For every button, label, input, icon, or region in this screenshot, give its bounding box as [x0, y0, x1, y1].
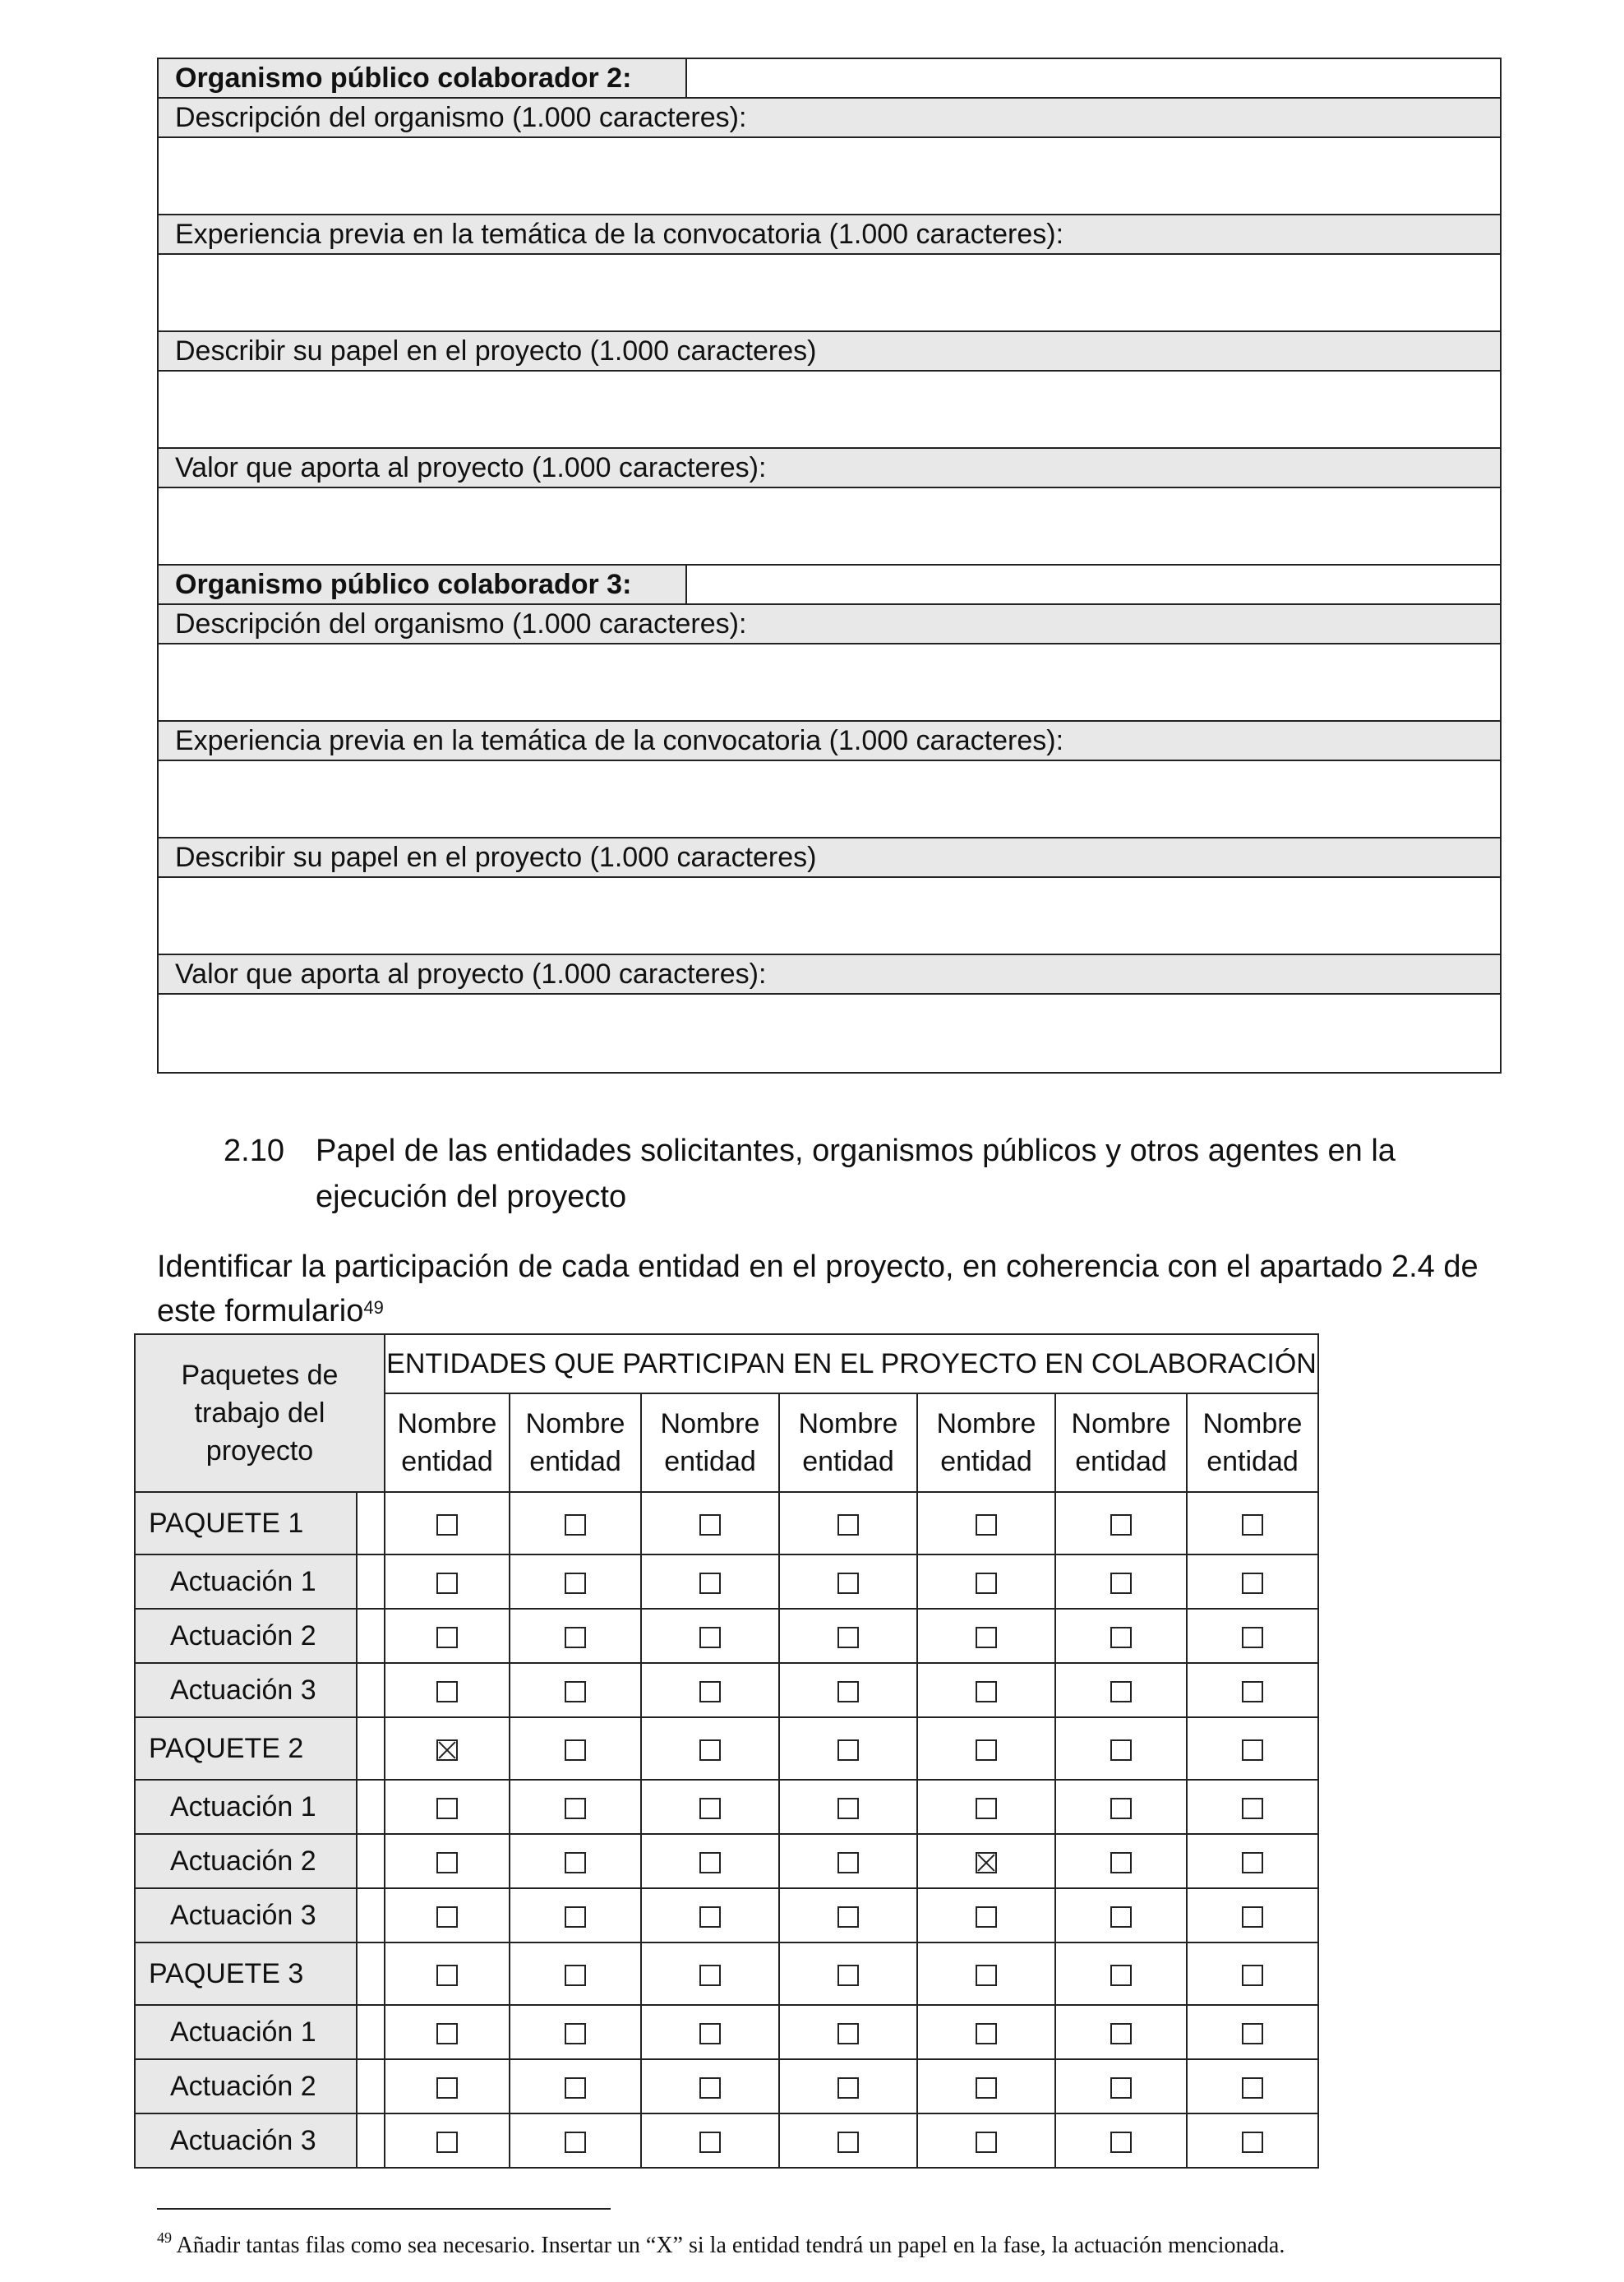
participation-cell [1055, 1492, 1187, 1554]
row-spacer-cell [357, 2059, 385, 2113]
entity-name-header [385, 1393, 510, 1492]
participation-table [134, 1333, 1319, 2169]
row-spacer-cell [357, 1888, 385, 1942]
action-label: Actuación 1 [135, 1554, 357, 1609]
participation-cell [1187, 1834, 1318, 1888]
checkbox[interactable] [837, 2023, 859, 2044]
organism-title-row [159, 59, 1500, 99]
checked-checkbox[interactable] [976, 1852, 997, 1873]
entity-name-line: Nombre [397, 1408, 497, 1439]
checkbox[interactable] [436, 1514, 458, 1536]
action-label: Actuación 3 [135, 1888, 357, 1942]
checkbox[interactable] [436, 1627, 458, 1648]
participation-cell [385, 2113, 510, 2168]
footnote-text: Añadir tantas filas como sea necesario. Insertar un “X” si la entidad tendrá un papel en la fase, la actuación mencionada. [176, 2233, 1285, 2258]
work-packages-header-line: proyecto [205, 1435, 314, 1467]
row-spacer-cell [357, 1609, 385, 1663]
participation-cell [779, 1780, 917, 1834]
participation-cell [385, 1663, 510, 1717]
participation-cell [641, 2005, 779, 2059]
participation-cell [779, 2059, 917, 2113]
text-field[interactable] [159, 488, 1500, 566]
checkbox[interactable] [436, 2023, 458, 2044]
checkbox[interactable] [565, 1681, 586, 1702]
participation-cell [779, 1942, 917, 2005]
participation-cell [1055, 2059, 1187, 2113]
participation-cell [1055, 1554, 1187, 1609]
participation-cell [510, 2059, 641, 2113]
checkbox[interactable] [565, 1798, 586, 1819]
participation-cell [641, 2059, 779, 2113]
text-field[interactable] [159, 995, 1500, 1072]
participation-cell [779, 1609, 917, 1663]
checkbox[interactable] [699, 2077, 721, 2099]
checkbox[interactable] [976, 1965, 997, 1986]
field-label: Valor que aporta al proyecto (1.000 caracteres): [159, 955, 1500, 995]
checkbox[interactable] [837, 1965, 859, 1986]
participation-cell [917, 1888, 1055, 1942]
row-spacer-cell [357, 1554, 385, 1609]
action-row [135, 2059, 1318, 2113]
participation-cell [917, 1717, 1055, 1780]
action-row [135, 1554, 1318, 1609]
checkbox[interactable] [976, 1627, 997, 1648]
action-row [135, 1663, 1318, 1717]
participation-cell [1055, 1717, 1187, 1780]
participation-cell [1187, 1780, 1318, 1834]
participation-cell [510, 1942, 641, 2005]
checkbox[interactable] [699, 1965, 721, 1986]
entity-name-line: Nombre [798, 1408, 898, 1439]
checkbox[interactable] [436, 1681, 458, 1702]
action-row [135, 1888, 1318, 1942]
checkbox[interactable] [976, 2132, 997, 2153]
checkbox[interactable] [976, 1739, 997, 1761]
participation-cell [917, 1609, 1055, 1663]
participation-cell [641, 1780, 779, 1834]
entities-header: ENTIDADES QUE PARTICIPAN EN EL PROYECTO EN COLABORACIÓN [385, 1334, 1318, 1393]
checkbox[interactable] [699, 1514, 721, 1536]
action-label: Actuación 1 [135, 2005, 357, 2059]
row-spacer-cell [357, 2005, 385, 2059]
participation-cell [510, 1888, 641, 1942]
participation-cell [641, 1942, 779, 2005]
checkbox[interactable] [436, 1852, 458, 1873]
checkbox[interactable] [1110, 1965, 1132, 1986]
row-spacer-cell [357, 2113, 385, 2168]
entity-name-line: entidad [401, 1446, 493, 1477]
checkbox[interactable] [1242, 1573, 1263, 1594]
participation-cell [917, 1554, 1055, 1609]
checkbox[interactable] [1110, 1514, 1132, 1536]
action-row [135, 1834, 1318, 1888]
field-label: Describir su papel en el proyecto (1.000 caracteres) [159, 838, 1500, 878]
checkbox[interactable] [436, 1965, 458, 1986]
checkbox[interactable] [565, 1627, 586, 1648]
participation-cell [1187, 1717, 1318, 1780]
participation-cell [1055, 2005, 1187, 2059]
checkbox[interactable] [565, 1906, 586, 1928]
action-row [135, 1780, 1318, 1834]
participation-cell [1187, 2005, 1318, 2059]
checkbox[interactable] [837, 1739, 859, 1761]
work-packages-header-line: trabajo del [194, 1397, 325, 1429]
participation-cell [779, 1888, 917, 1942]
organism-name-field[interactable] [687, 566, 1500, 603]
checked-checkbox[interactable] [436, 1739, 458, 1761]
footnote-divider [157, 2208, 611, 2210]
checkbox[interactable] [565, 1965, 586, 1986]
field-label: Experiencia previa en la temática de la convocatoria (1.000 caracteres): [159, 215, 1500, 255]
participation-cell [779, 1834, 917, 1888]
checkbox[interactable] [565, 1573, 586, 1594]
checkbox[interactable] [1110, 1798, 1132, 1819]
checkbox[interactable] [976, 1681, 997, 1702]
action-label: Actuación 2 [135, 2059, 357, 2113]
participation-cell [641, 2113, 779, 2168]
entity-name-header [510, 1393, 641, 1492]
action-label: Actuación 2 [135, 1609, 357, 1663]
checkbox[interactable] [1110, 1852, 1132, 1873]
text-field[interactable] [159, 878, 1500, 955]
section-heading [224, 1128, 1396, 1220]
checkbox[interactable] [565, 1739, 586, 1761]
participation-cell [385, 1609, 510, 1663]
entity-name-line: Nombre [936, 1408, 1036, 1439]
checkbox[interactable] [1242, 1852, 1263, 1873]
entity-name-header [641, 1393, 779, 1492]
work-packages-header-line: Paquetes de [181, 1360, 339, 1391]
checkbox[interactable] [837, 1627, 859, 1648]
checkbox[interactable] [837, 2132, 859, 2153]
checkbox[interactable] [699, 1798, 721, 1819]
checkbox[interactable] [699, 1739, 721, 1761]
checkbox[interactable] [1242, 1798, 1263, 1819]
participation-cell [779, 1554, 917, 1609]
collaborator-form-table [157, 58, 1502, 1074]
participation-cell [779, 1663, 917, 1717]
action-label: Actuación 2 [135, 1834, 357, 1888]
entity-name-line: entidad [1206, 1446, 1299, 1477]
footnote-number: 49 [157, 2229, 172, 2246]
organism-title: Organismo público colaborador 3: [159, 566, 687, 603]
checkbox[interactable] [565, 2077, 586, 2099]
participation-cell [917, 1780, 1055, 1834]
checkbox[interactable] [565, 1514, 586, 1536]
entity-name-line: Nombre [525, 1408, 625, 1439]
section-title-line2: ejecución del proyecto [316, 1180, 627, 1214]
participation-cell [1187, 1888, 1318, 1942]
participation-cell [510, 1717, 641, 1780]
checkbox[interactable] [1242, 1965, 1263, 1986]
action-label: Actuación 3 [135, 1663, 357, 1717]
field-label: Experiencia previa en la temática de la convocatoria (1.000 caracteres): [159, 722, 1500, 761]
checkbox[interactable] [837, 1681, 859, 1702]
checkbox[interactable] [436, 1798, 458, 1819]
entity-name-line: Nombre [1202, 1408, 1303, 1439]
checkbox[interactable] [976, 1906, 997, 1928]
checkbox[interactable] [1242, 1681, 1263, 1702]
participation-cell [917, 1663, 1055, 1717]
action-row [135, 1609, 1318, 1663]
checkbox[interactable] [1110, 2023, 1132, 2044]
checkbox[interactable] [699, 1627, 721, 1648]
organism-title: Organismo público colaborador 2: [159, 59, 687, 97]
footnote [157, 2229, 1285, 2259]
participation-cell [641, 1609, 779, 1663]
checkbox[interactable] [837, 1573, 859, 1594]
participation-cell [641, 1554, 779, 1609]
checkbox[interactable] [837, 2077, 859, 2099]
entity-name-header [1055, 1393, 1187, 1492]
checkbox[interactable] [699, 2023, 721, 2044]
checkbox[interactable] [436, 2077, 458, 2099]
text-field[interactable] [159, 138, 1500, 215]
text-field[interactable] [159, 761, 1500, 838]
participation-cell [1187, 1554, 1318, 1609]
participation-cell [1187, 1663, 1318, 1717]
row-spacer-cell [357, 1942, 385, 2005]
checkbox[interactable] [1242, 2132, 1263, 2153]
participation-cell [641, 1888, 779, 1942]
checkbox[interactable] [1110, 1681, 1132, 1702]
participation-cell [385, 2005, 510, 2059]
participation-cell [510, 1780, 641, 1834]
checkbox[interactable] [1110, 1573, 1132, 1594]
participation-cell [385, 1717, 510, 1780]
checkbox[interactable] [1242, 2023, 1263, 2044]
participation-cell [917, 2113, 1055, 2168]
participation-cell [641, 1834, 779, 1888]
checkbox[interactable] [436, 1573, 458, 1594]
checkbox[interactable] [1110, 2077, 1132, 2099]
checkbox[interactable] [976, 1798, 997, 1819]
work-packages-header [135, 1334, 385, 1492]
checkbox[interactable] [1110, 2132, 1132, 2153]
row-spacer-cell [357, 1663, 385, 1717]
entity-name-line: entidad [940, 1446, 1032, 1477]
checkbox[interactable] [976, 2077, 997, 2099]
section-number: 2.10 [224, 1134, 284, 1168]
package-label: PAQUETE 3 [135, 1942, 357, 2005]
participation-cell [1187, 1492, 1318, 1554]
checkbox[interactable] [976, 1573, 997, 1594]
checkbox[interactable] [699, 2132, 721, 2153]
checkbox[interactable] [976, 2023, 997, 2044]
organism-name-field[interactable] [687, 59, 1500, 97]
entity-name-line: entidad [802, 1446, 894, 1477]
checkbox[interactable] [837, 1514, 859, 1536]
text-field[interactable] [159, 372, 1500, 449]
package-row [135, 1717, 1318, 1780]
participation-cell [510, 2113, 641, 2168]
participation-cell [510, 1554, 641, 1609]
intro-paragraph [157, 1245, 1521, 1333]
participation-cell [1055, 1663, 1187, 1717]
row-spacer-cell [357, 1717, 385, 1780]
checkbox[interactable] [699, 1573, 721, 1594]
entity-name-line: entidad [664, 1446, 756, 1477]
participation-cell [917, 1834, 1055, 1888]
footnote-ref: 49 [363, 1297, 384, 1318]
participation-cell [1055, 1834, 1187, 1888]
participation-cell [1055, 1942, 1187, 2005]
participation-cell [641, 1717, 779, 1780]
checkbox[interactable] [837, 1852, 859, 1873]
checkbox[interactable] [699, 1906, 721, 1928]
field-label: Descripción del organismo (1.000 caracteres): [159, 99, 1500, 138]
participation-cell [917, 1942, 1055, 2005]
checkbox[interactable] [699, 1852, 721, 1873]
checkbox[interactable] [565, 2132, 586, 2153]
package-label: PAQUETE 1 [135, 1492, 357, 1554]
action-label: Actuación 1 [135, 1780, 357, 1834]
entity-name-line: Nombre [1071, 1408, 1171, 1439]
checkbox[interactable] [436, 1906, 458, 1928]
checkbox[interactable] [1242, 1514, 1263, 1536]
participation-cell [385, 1492, 510, 1554]
intro-text: Identificar la participación de cada entidad en el proyecto, en coherencia con el apartado 2.4 de este formulario [157, 1250, 1479, 1328]
checkbox[interactable] [699, 1681, 721, 1702]
participation-cell [1187, 2059, 1318, 2113]
entity-name-line: entidad [529, 1446, 621, 1477]
participation-cell [779, 2113, 917, 2168]
action-row [135, 2113, 1318, 2168]
participation-cell [917, 1492, 1055, 1554]
participation-cell [510, 2005, 641, 2059]
participation-cell [641, 1663, 779, 1717]
participation-cell [510, 1492, 641, 1554]
row-spacer-cell [357, 1780, 385, 1834]
participation-cell [385, 1834, 510, 1888]
participation-cell [917, 2059, 1055, 2113]
entity-name-line: Nombre [660, 1408, 760, 1439]
checkbox[interactable] [1242, 1739, 1263, 1761]
checkbox[interactable] [1110, 1627, 1132, 1648]
participation-cell [1055, 1780, 1187, 1834]
participation-cell [1187, 2113, 1318, 2168]
action-label: Actuación 3 [135, 2113, 357, 2168]
checkbox[interactable] [1110, 1906, 1132, 1928]
participation-cell [1055, 1888, 1187, 1942]
field-label: Describir su papel en el proyecto (1.000 caracteres) [159, 332, 1500, 372]
entity-name-line: entidad [1075, 1446, 1167, 1477]
checkbox[interactable] [1110, 1739, 1132, 1761]
participation-cell [641, 1492, 779, 1554]
checkbox[interactable] [837, 1798, 859, 1819]
participation-cell [385, 1780, 510, 1834]
participation-cell [779, 2005, 917, 2059]
text-field[interactable] [159, 644, 1500, 722]
package-label: PAQUETE 2 [135, 1717, 357, 1780]
row-spacer-cell [357, 1834, 385, 1888]
row-spacer-cell [357, 1492, 385, 1554]
participation-cell [385, 1888, 510, 1942]
participation-cell [1187, 1609, 1318, 1663]
participation-cell [385, 1554, 510, 1609]
checkbox[interactable] [565, 2023, 586, 2044]
checkbox[interactable] [436, 2132, 458, 2153]
checkbox[interactable] [1242, 2077, 1263, 2099]
package-row [135, 1492, 1318, 1554]
participation-cell [779, 1492, 917, 1554]
participation-cell [1055, 2113, 1187, 2168]
participation-cell [510, 1663, 641, 1717]
entity-name-header [779, 1393, 917, 1492]
participation-cell [779, 1717, 917, 1780]
participation-cell [510, 1834, 641, 1888]
participation-cell [1187, 1942, 1318, 2005]
participation-cell [385, 1942, 510, 2005]
checkbox[interactable] [565, 1852, 586, 1873]
participation-cell [385, 2059, 510, 2113]
field-label: Descripción del organismo (1.000 caracteres): [159, 605, 1500, 644]
checkbox[interactable] [837, 1906, 859, 1928]
field-label: Valor que aporta al proyecto (1.000 caracteres): [159, 449, 1500, 488]
participation-cell [1055, 1609, 1187, 1663]
checkbox[interactable] [1242, 1627, 1263, 1648]
text-field[interactable] [159, 255, 1500, 332]
section-title-line1: Papel de las entidades solicitantes, organismos públicos y otros agentes en la [316, 1134, 1396, 1168]
participation-cell [917, 2005, 1055, 2059]
package-row [135, 1942, 1318, 2005]
organism-title-row [159, 566, 1500, 605]
checkbox[interactable] [1242, 1906, 1263, 1928]
action-row [135, 2005, 1318, 2059]
participation-cell [510, 1609, 641, 1663]
checkbox[interactable] [976, 1514, 997, 1536]
entity-name-header [1187, 1393, 1318, 1492]
entity-name-header [917, 1393, 1055, 1492]
